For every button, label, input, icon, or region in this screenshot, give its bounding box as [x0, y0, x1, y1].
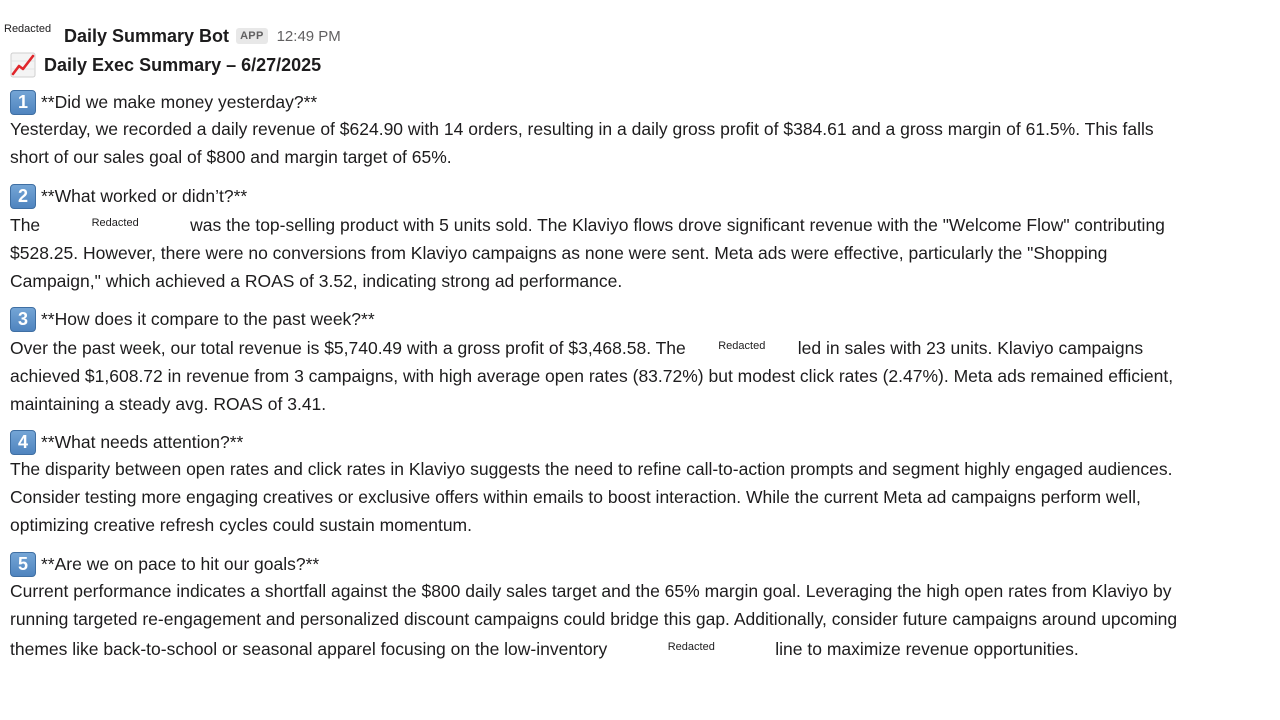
answer-line: short of our sales goal of $800 and margin target of 65%. [10, 147, 452, 167]
keycap-number-icon: 1 [10, 90, 36, 115]
question-text: **How does it compare to the past week?** [41, 308, 375, 329]
answer-line: optimizing creative refresh cycles could sustain momentum. [10, 515, 472, 535]
question-row [10, 429, 1275, 455]
question-row [10, 306, 1275, 332]
answer-line: $528.25. However, there were no conversions from Klaviyo campaigns as none were sent. Meta ads were effective, particularly the "Shopping [10, 243, 1108, 263]
answer-text: themes like back-to-school or seasonal apparel focusing on the low-inventory [10, 639, 608, 659]
redacted-product: Redacted [91, 217, 139, 229]
section-2 [10, 183, 1275, 295]
section-4 [10, 429, 1275, 539]
answer-text: line to maximize revenue opportunities. [775, 639, 1079, 659]
summary-title-text: Daily Exec Summary – 6/27/2025 [44, 54, 322, 75]
answer-text: Over the past week, our total revenue is $5,740.49 with a gross profit of $3,468.58. The [10, 338, 686, 358]
answer-line: Yesterday, we recorded a daily revenue of $624.90 with 14 orders, resulting in a daily gross profit of $384.61 and a gross margin of 61.5%. This falls [10, 119, 1154, 139]
redacted-product: Redacted [718, 340, 766, 352]
answer-line: Campaign," which achieved a ROAS of 3.52, indicating strong ad performance. [10, 271, 623, 291]
answer-line [10, 633, 1275, 663]
question-text: **Did we make money yesterday?** [41, 91, 318, 112]
answer-line: Current performance indicates a shortfall against the $800 daily sales target and the 65% margin goal. Leveraging the high open rates from Klaviyo by [10, 581, 1172, 601]
answer-line: achieved $1,608.72 in revenue from 3 campaigns, with high average open rates (83.72%) but modest click rates (2.47%). Meta ads remained efficient, [10, 366, 1174, 386]
question-text: **What needs attention?** [41, 431, 244, 452]
question-row [10, 183, 1275, 209]
question-text: **Are we on pace to hit our goals?** [41, 553, 320, 574]
summary-title [10, 52, 321, 78]
question-row [10, 89, 1275, 115]
answer-line: The disparity between open rates and click rates in Klaviyo suggests the need to refine call-to-action prompts and segment highly engaged audiences. [10, 459, 1173, 479]
answer-text: led in sales with 23 units. Klaviyo campaigns [797, 338, 1144, 358]
answer-text: was the top-selling product with 5 units sold. The Klaviyo flows drove significant revenue with the "Welcome Flow" contributing [190, 215, 1165, 235]
keycap-number-icon: 2 [10, 184, 36, 209]
keycap-number-icon: 3 [10, 307, 36, 332]
section-5 [10, 551, 1275, 663]
section-3 [10, 306, 1275, 418]
answer-line [10, 332, 1275, 362]
answer-line: Consider testing more engaging creatives or exclusive offers within emails to boost interaction. While the current Meta ad campaigns perform well, [10, 487, 1141, 507]
message-header [64, 24, 341, 48]
chart-increasing-icon [10, 52, 36, 78]
avatar-redacted[interactable]: Redacted [4, 23, 52, 35]
answer-line: maintaining a steady avg. ROAS of 3.41. [10, 394, 327, 414]
question-row [10, 551, 1275, 577]
question-text: **What worked or didn’t?** [41, 185, 248, 206]
keycap-number-icon: 4 [10, 430, 36, 455]
keycap-number-icon: 5 [10, 552, 36, 577]
answer-text: The [10, 215, 41, 235]
sender-name[interactable]: Daily Summary Bot [64, 25, 230, 46]
message-timestamp[interactable]: 12:49 PM [276, 27, 341, 45]
answer-line [10, 209, 1275, 239]
section-1 [10, 89, 1275, 171]
redacted-product: Redacted [667, 641, 715, 653]
app-badge: APP [236, 28, 268, 44]
answer-line: running targeted re-engagement and personalized discount campaigns could bridge this gap. Additionally, consider future campaigns around upcoming [10, 609, 1178, 629]
